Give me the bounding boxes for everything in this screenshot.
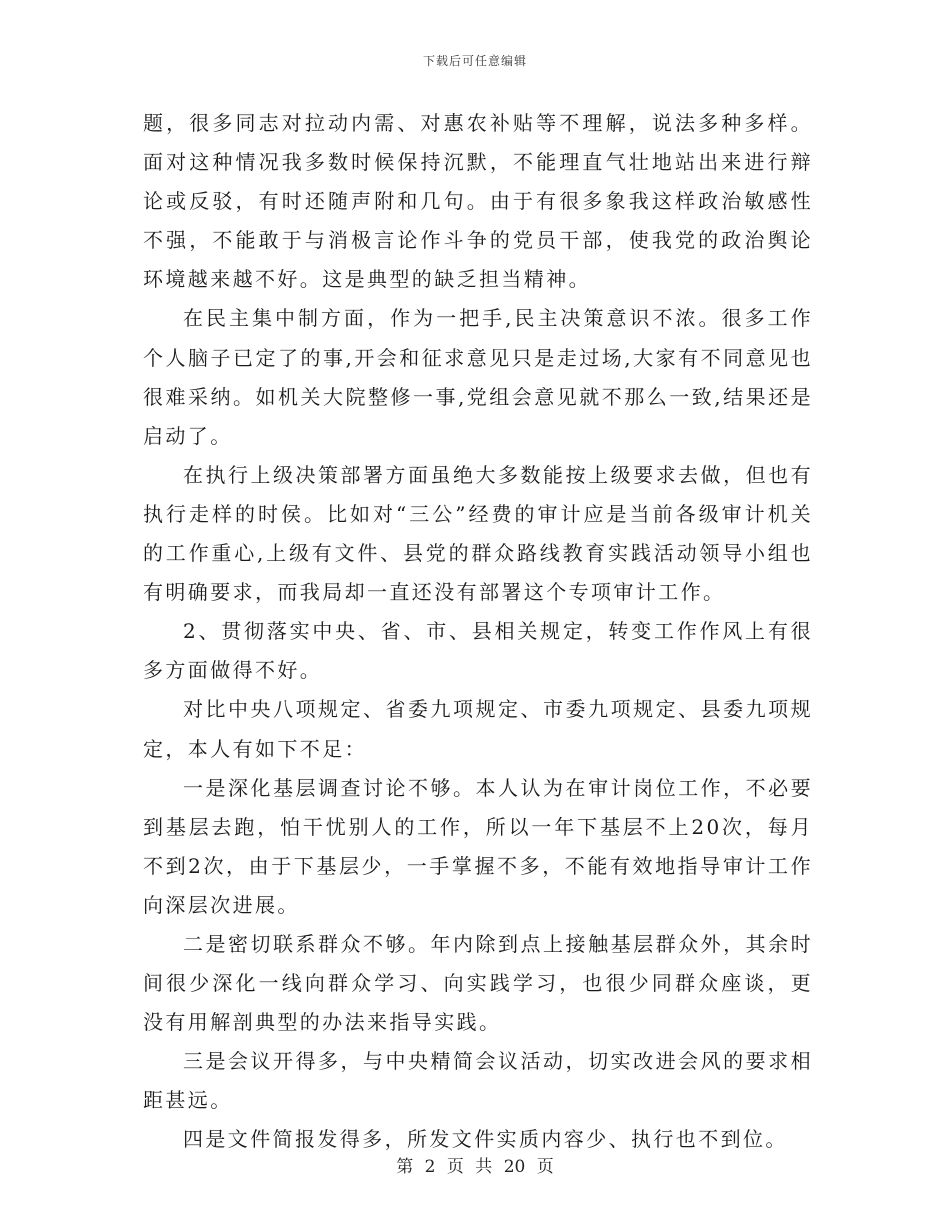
paragraph: 题，很多同志对拉动内需、对惠农补贴等不理解，说法多种多样。面对这种情况我多数时候保持沉默，不能理直气壮地站出来进行辩论或反驳，有时还随声附和几句。由于有很多象我这样政治敏感性不强，不能敢于与消极言论作斗争的党员干部，使我党的政治舆论环境越来越不好。这是典型的缺乏担当精神。 [143,111,813,292]
paragraph: 三是会议开得多，与中央精简会议活动，切实改进会风的要求相距甚远。 [143,1049,813,1113]
page-number-footer: 第 2 页 共 20 页 [396,1157,554,1177]
paragraph: 一是深化基层调查讨论不够。本人认为在审计岗位工作，不必要到基层去跑，怕干忧别人的工作，所以一年下基层不上20次，每月不到2次，由于下基层少，一手掌握不多，不能有效地指导审计工作向深层次进展。 [143,775,813,917]
paragraph: 在执行上级决策部署方面虽绝大多数能按上级要求去做，但也有执行走样的时侯。比如对“三公”经费的审计应是当前各级审计机关的工作重心,上级有文件、县党的群众路线教育实践活动领导小组也有明确要求，而我局却一直还没有部署这个专项审计工作。 [143,462,813,605]
paragraph: 四是文件简报发得多，所发文件实质内容少、执行也不到位。 [183,1127,788,1152]
paragraph: 二是密切联系群众不够。年内除到点上接触基层群众外，其余时间很少深化一线向群众学习、向实践学习，也很少同群众座谈，更没有用解剖典型的办法来指导实践。 [143,931,813,1035]
paragraph: 对比中央八项规定、省委九项规定、市委九项规定、县委九项规定，本人有如下不足： [143,697,813,761]
document-body [143,104,813,1160]
paragraph: 在民主集中制方面，作为一把手,民主决策意识不浓。很多工作个人脑子已定了的事,开会和征求意见只是走过场,大家有不同意见也很难采纳。如机关大院整修一事,党组会意见就不那么一致,结果还是启动了。 [143,306,813,448]
page-header: 下载后可任意编辑 [422,54,527,68]
paragraph: 2、贯彻落实中央、省、市、县相关规定，转变工作作风上有很多方面做得不好。 [143,619,813,683]
